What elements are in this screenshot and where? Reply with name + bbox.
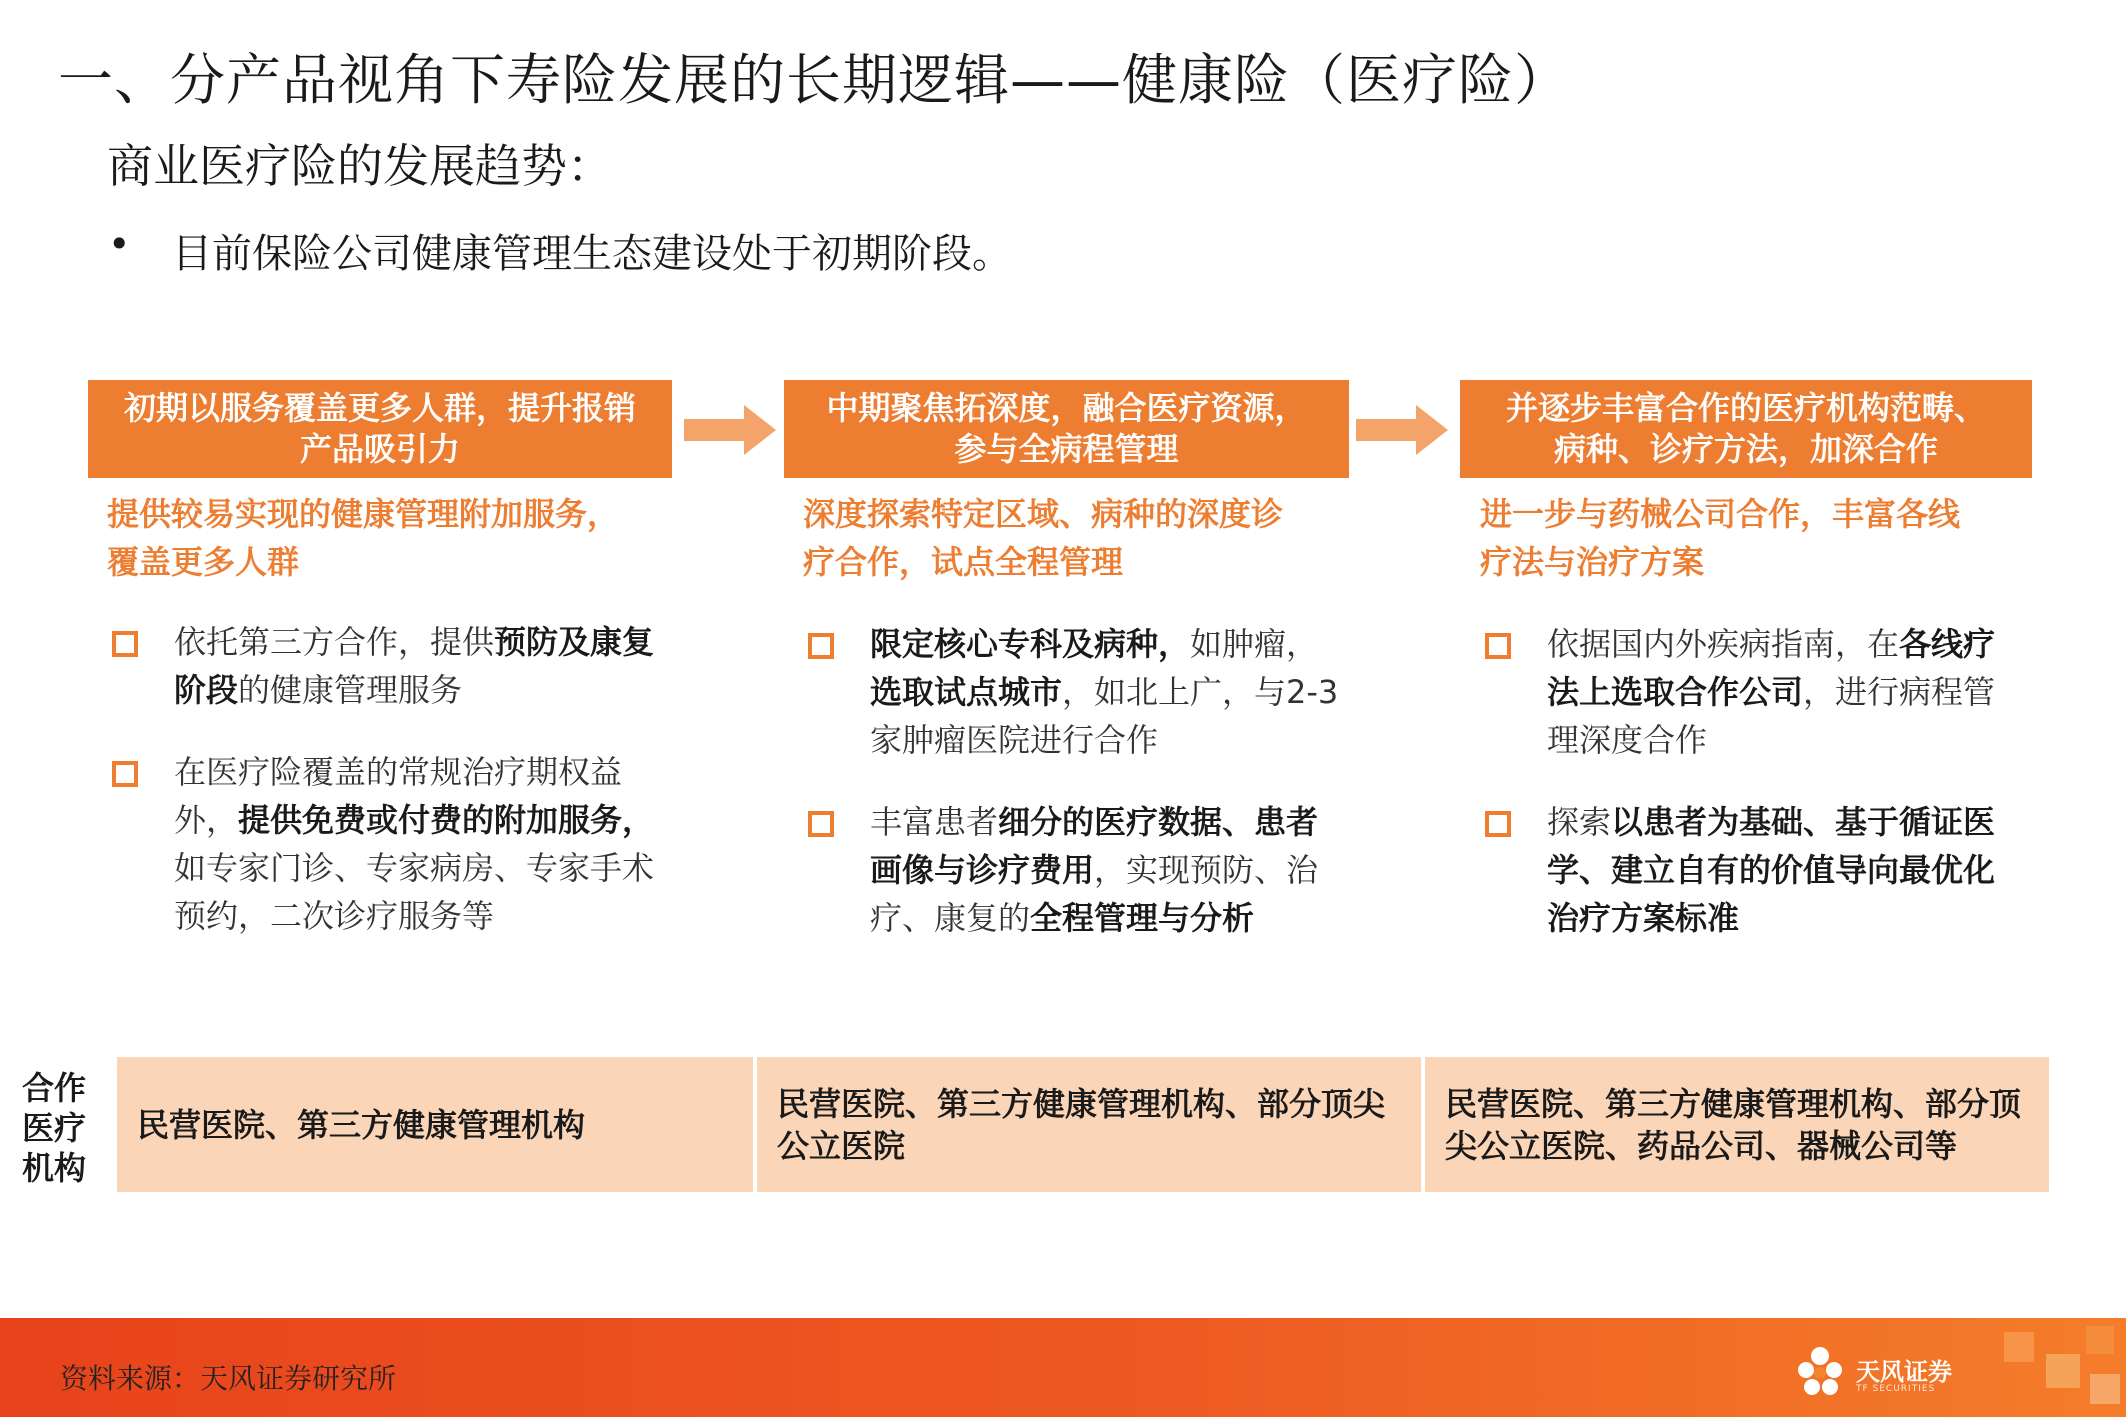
col2-item-2 — [808, 798, 1348, 942]
col3-sub-line1: 进一步与药械公司合作，丰富各线 — [1480, 495, 1961, 533]
col2-item-2-text: 丰富患者细分的医疗数据、患者画像与诊疗费用，实现预防、治疗、康复的全程管理与分析 — [870, 803, 1319, 937]
col2-item-1-text: 限定核心专科及病种，如肿瘤，选取试点城市，如北上广，与2-3家肿瘤医院进行合作 — [870, 625, 1339, 759]
checkbox-square-icon — [808, 633, 834, 659]
col3-item-2-text: 探索以患者为基础、基于循证医学、建立自有的价值导向最优化治疗方案标准 — [1547, 803, 1996, 937]
partner-cell-1: 民营医院、第三方健康管理机构 — [117, 1057, 753, 1192]
col2-sub-line2: 疗合作，试点全程管理 — [803, 543, 1124, 581]
col1-item-1-text: 依托第三方合作，提供预防及康复阶段的健康管理服务 — [174, 623, 655, 709]
col1-sub-line1: 提供较易实现的健康管理附加服务， — [107, 495, 620, 533]
partner-label: 合作 医疗 机构 — [22, 1069, 87, 1187]
col1-sub — [107, 490, 667, 586]
col1-item-2-text: 在医疗险覆盖的常规治疗期权益外，提供免费或付费的附加服务，如专家门诊、专家病房、专家手术预约，二次诊疗服务等 — [174, 753, 655, 935]
col2-header-line2: 参与全病程管理 — [954, 430, 1179, 468]
footer-decor — [1990, 1318, 2126, 1417]
col2-sub — [803, 490, 1343, 586]
col1-header — [88, 380, 672, 478]
col2-item-1 — [808, 620, 1348, 764]
col3-header-line1: 并逐步丰富合作的医疗机构范畴、 — [1505, 389, 1986, 427]
checkbox-square-icon — [1485, 811, 1511, 837]
col3-sub — [1480, 490, 2020, 586]
checkbox-square-icon — [112, 761, 138, 787]
checkbox-square-icon — [1485, 633, 1511, 659]
col3-header-line2: 病种、诊疗方法，加深合作 — [1553, 430, 1938, 468]
col1-header-line2: 产品吸引力 — [299, 430, 460, 468]
logo-text: 天风证券 — [1856, 1358, 1952, 1386]
col1-item-2 — [112, 748, 672, 940]
right-arrow-icon — [1356, 405, 1448, 455]
col3-header — [1460, 380, 2032, 478]
section-subtitle: 商业医疗险的发展趋势： — [107, 139, 613, 193]
col3-item-2 — [1485, 798, 2025, 942]
checkbox-square-icon — [808, 811, 834, 837]
partner-cell-2: 民营医院、第三方健康管理机构、部分顶尖公立医院 — [757, 1057, 1421, 1192]
col1-header-line1: 初期以服务覆盖更多人群，提升报销 — [123, 389, 636, 427]
col2-header-line1: 中期聚焦拓深度，融合医疗资源， — [826, 389, 1307, 427]
source-note: 资料来源：天风证券研究所 — [60, 1362, 397, 1395]
col2-header — [784, 380, 1349, 478]
col3-sub-line2: 疗法与治疗方案 — [1480, 543, 1705, 581]
bullet-text: 目前保险公司健康管理生态建设处于初期阶段。 — [172, 231, 1012, 277]
logo-subtext: TF SECURITIES — [1856, 1384, 1936, 1394]
col3-item-1 — [1485, 620, 2025, 764]
col2-sub-line1: 深度探索特定区域、病种的深度诊 — [803, 495, 1284, 533]
partner-cell-3: 民营医院、第三方健康管理机构、部分顶尖公立医院、药品公司、器械公司等 — [1425, 1057, 2049, 1192]
col1-sub-line2: 覆盖更多人群 — [107, 543, 300, 581]
col3-item-1-text: 依据国内外疾病指南，在各线疗法上选取合作公司，进行病程管理深度合作 — [1547, 625, 1996, 759]
page-title: 一、分产品视角下寿险发展的长期逻辑——健康险（医疗险） — [58, 48, 1571, 112]
tf-securities-logo-icon — [1792, 1344, 1848, 1400]
right-arrow-icon — [684, 405, 776, 455]
bullet-dot: • — [108, 222, 131, 266]
checkbox-square-icon — [112, 631, 138, 657]
col1-item-1 — [112, 618, 672, 714]
